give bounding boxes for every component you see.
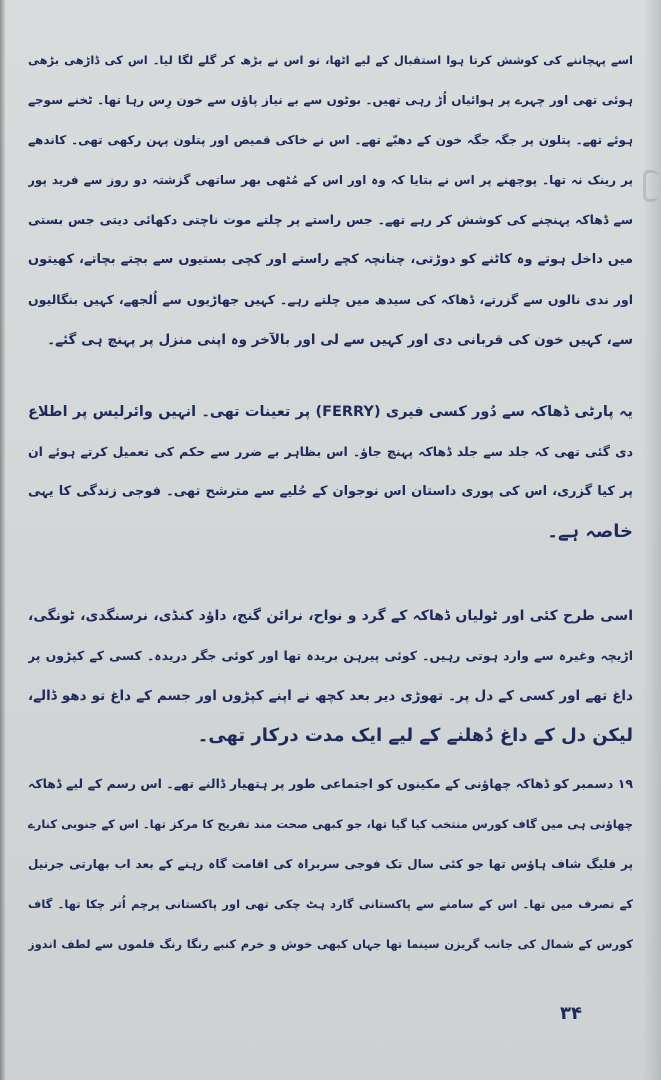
text-line: ہوئے تھے۔ پتلون پر جگہ جگہ خون کے دھبّے تھے۔ اس نے خاکی قمیص اور پتلون پہن رکھی تھی۔ کاندھے bbox=[28, 133, 633, 147]
page-number: ۳۴ bbox=[560, 1003, 582, 1024]
text-line: داغ تھے اور کسی کے دل پر۔ تھوڑی دیر بعد کچھ نے اپنے کپڑوں اور جسم کے داغ تو دھو ڈالے، bbox=[28, 688, 633, 704]
paragraph-4 bbox=[28, 764, 633, 964]
text-line: میں داخل ہوتے وہ کاٹنے کو دوڑتی، چنانچہ کچے راستے اور کچی بستیوں سے بچتے بچاتے، کھیتوں bbox=[28, 252, 633, 267]
text-line: دی گئی تھی کہ جلد سے جلد ڈھاکہ پہنچ جاؤ۔ اس بظاہر بے ضرر سے حکم کی تعمیل کرتے ہوئے ان bbox=[28, 444, 633, 459]
text-line: اسے پہچاننے کی کوشش کرتا ہوا استقبال کے لیے اٹھا، تو اس نے بڑھ کر گلے لگا لیا۔ اس کی ڈاڑھی بڑھی bbox=[28, 53, 633, 67]
paragraph-3 bbox=[28, 596, 633, 756]
text-line: ۱۹ دسمبر کو ڈھاکہ چھاؤنی کے مکینوں کو اجتماعی طور پر ہتھیار ڈالنے تھے۔ اس رسم کے لیے ڈھاکہ bbox=[28, 776, 633, 791]
text-line: اسی طرح کئی اور ٹولیاں ڈھاکہ کے گرد و نواح، نرائن گنج، داؤد کنڈی، نرسنگدی، ٹونگی، bbox=[28, 608, 633, 624]
text-line: اڑیچہ وغیرہ سے وارد ہوتی رہیں۔ کوئی پیرہن بریدہ تھا اور کوئی جگر دریدہ۔ کسی کے کپڑوں پر bbox=[28, 648, 633, 663]
page-edge-mark bbox=[643, 170, 658, 202]
text-line: سے ڈھاکہ پہنچنے کی کوشش کر رہے تھے۔ جس راستے پر چلتے موت ناچتی دکھائی دیتی جس بستی bbox=[28, 212, 633, 227]
text-line: خاصہ ہے۔ bbox=[547, 521, 633, 542]
text-line: پر کیا گزری، اس کی پوری داستان اس نوجوان کے حُلیے سے مترشح تھی۔ فوجی زندگی کا یہی bbox=[28, 484, 633, 499]
text-line: لیکن دل کے داغ دُھلنے کے لیے ایک مدت درکار تھی۔ bbox=[197, 725, 633, 746]
text-line: سے، کہیں خون کی قربانی دی اور کہیں سے لی اور بالآخر وہ اپنی منزل پر پہنچ ہی گئے۔ bbox=[47, 332, 633, 348]
text-line: پر فلیگ شاف ہاؤس تھا جو کئی سال تک فوجی سربراہ کی اقامت گاہ رہنے کے بعد اب بھارتی جرنیل bbox=[28, 857, 633, 871]
paragraph-1 bbox=[28, 40, 633, 360]
text-line: چھاؤنی ہی میں گاف کورس منتخب کیا گیا تھا، جو کبھی صحت مند تفریح کا مرکز تھا۔ اس کے جنوبی کنارے bbox=[28, 817, 633, 831]
text-line: کورس کے شمال کی جانب گریزن سینما تھا جہاں کبھی خوش و خرم کنبے رنگا رنگ فلموں سے لطف اندوز bbox=[28, 937, 633, 951]
text-line: اور ندی نالوں سے گزرتے، ڈھاکہ کی سیدھ میں چلتے رہے۔ کہیں جھاڑیوں سے اُلجھے، کہیں بنگالیوں bbox=[28, 292, 633, 307]
paragraph-2 bbox=[28, 392, 633, 552]
text-line: ہوئی تھی اور چہرے پر ہوائیاں اُڑ رہی تھیں۔ بوٹوں سے بے نیاز پاؤں سے خون رِس رہا تھا۔ ٹخنے سوجے bbox=[28, 93, 633, 107]
text-line: کے تصرف میں تھا۔ اس کے سامنے سے پاکستانی گارد ہٹ چکی تھی اور پاکستانی پرچم اُتر چکا تھا۔ گاف bbox=[28, 897, 633, 911]
text-line: یہ پارٹی ڈھاکہ سے دُور کسی فیری (FERRY) پر تعینات تھی۔ انہیں وائرلیس پر اطلاع bbox=[28, 404, 633, 420]
text-line: پر رینک نہ تھا۔ پوچھنے پر اس نے بتایا کہ وہ اور اس کے مُٹھی بھر ساتھی گزشتہ دو روز سے فرید پور bbox=[28, 173, 633, 187]
